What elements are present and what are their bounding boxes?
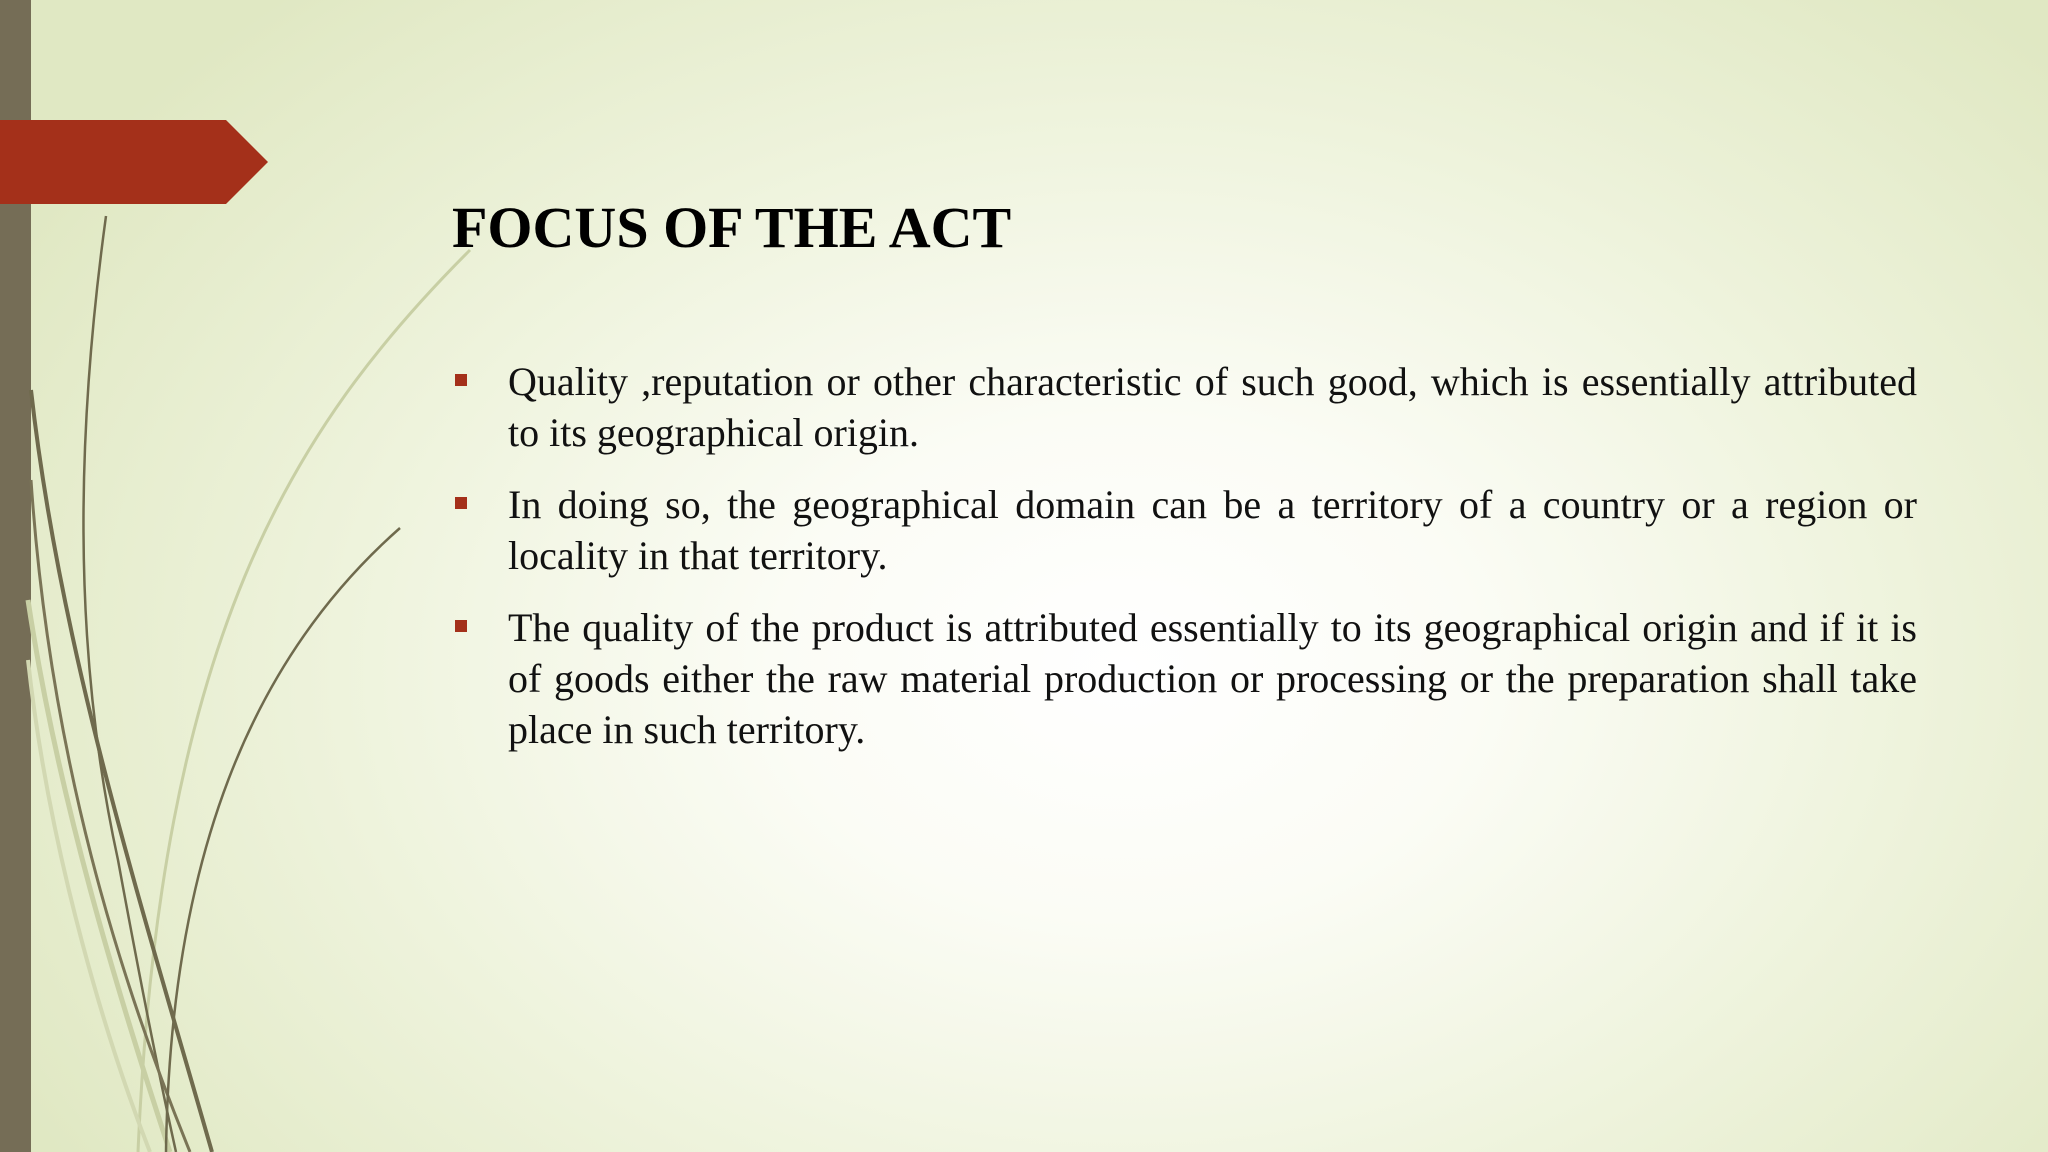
dark-curve-secondary <box>31 480 190 1152</box>
light-curve-left-2 <box>28 660 150 1152</box>
slide-title: FOCUS OF THE ACT <box>452 195 1012 260</box>
square-bullet-icon <box>455 497 467 509</box>
light-curve-left-1 <box>28 600 170 1152</box>
square-bullet-icon <box>455 620 467 632</box>
bullet-item <box>452 602 1917 755</box>
bullet-item <box>452 479 1917 581</box>
light-curve-long <box>138 250 470 1152</box>
red-arrow-banner <box>0 120 268 204</box>
bullet-text: The quality of the product is attributed essentially to its geographical origin and if it is of goods either the raw material production or processing or the preparation shall take place in such territory. <box>508 605 1917 752</box>
bullet-item <box>452 356 1917 458</box>
square-bullet-icon <box>455 374 467 386</box>
bullet-list <box>452 356 1917 776</box>
dark-curve-right <box>166 528 400 1152</box>
dark-curve-thin <box>83 216 176 1152</box>
bullet-text: Quality ,reputation or other characteristic of such good, which is essentially attributed to its geographical origin. <box>508 359 1917 455</box>
bullet-text: In doing so, the geographical domain can be a territory of a country or a region or locality in that territory. <box>508 482 1917 578</box>
